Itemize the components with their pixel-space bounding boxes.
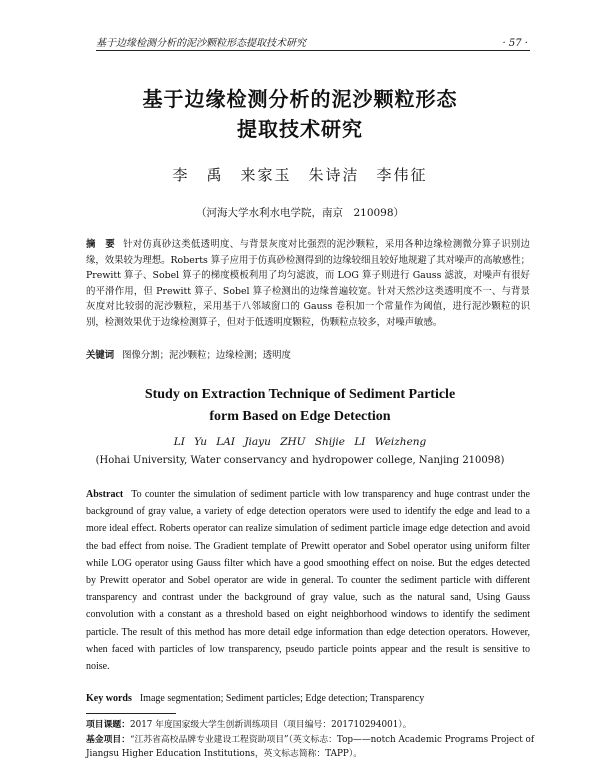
footnote-fund-label: 基金项目： — [86, 734, 130, 745]
affiliation-english: (Hohai University, Water conservancy and hydropower college, Nanjing 210098) — [95, 455, 505, 466]
title-chinese — [0, 84, 600, 144]
title-english-line2: form Based on Edge Detection — [209, 409, 391, 424]
header-rule — [96, 50, 530, 51]
title-chinese-line2: 提取技术研究 — [237, 117, 363, 141]
footnote-rule — [86, 713, 176, 714]
footnote-fund-text: “江苏省高校品牌专业建设工程资助项目”（英文标志：Top——notch Academic Programs Project of Jiangsu Higher Education Institutions，英文标志简称：TAPP）。 — [86, 734, 535, 759]
authors-chinese: 李 禹 来家玉 朱诗洁 李伟征 — [172, 166, 428, 184]
footnote-project-label: 项目课题： — [86, 720, 130, 730]
page-number: · 57 · — [502, 38, 528, 49]
abstract-english-label: Abstract — [86, 489, 124, 500]
abstract-english — [86, 486, 530, 675]
running-header — [96, 34, 528, 49]
title-english — [0, 384, 600, 428]
abstract-chinese-label: 摘 要 — [86, 239, 116, 250]
footnote-project-text: 2017 年度国家级大学生创新训练项目（项目编号：201710294001）。 — [130, 720, 412, 730]
title-chinese-line1: 基于边缘检测分析的泥沙颗粒形态 — [142, 87, 458, 111]
keywords-chinese — [86, 348, 530, 363]
keywords-english — [86, 692, 530, 706]
keywords-chinese-text: 图像分割；泥沙颗粒；边缘检测；透明度 — [122, 350, 291, 361]
footnote-fund — [86, 733, 536, 762]
abstract-english-text: To counter the simulation of sediment particle with low transparency and huge contrast under the background of gray value, a variety of edge detection operators were used to identify the edge and lead to a more ideal effect. Roberts operator can realize simulation of sediment particle image edge detection and avoid the bad effect from noise. The Gradient template of Prewitt operator and Sobel operator using uniform filter while LOG operator using Gauss filter which have a good smoothing effect on noise. But the edges detected by Prewitt operator and Sobel operator are wide in general. To counter the sediment particle with different transparency and contrast under the background of gray value, such as the natural sand, Using Gauss convolution with a constant as a threshold based on eight neighborhood windows to identify the sediment particle. The result of this method has more detail edge information than edge detection operators. However, when faced with particles of low transparency, pseudo particle points appear and the result is sensitive to noise. — [86, 489, 530, 673]
affiliation-chinese: （河海大学水利水电学院，南京 210098） — [195, 207, 405, 219]
keywords-chinese-label: 关键词 — [86, 350, 115, 361]
abstract-chinese-text: 针对仿真砂这类低透明度、与背景灰度对比强烈的泥沙颗粒，采用各种边缘检测微分算子识别边缘，效果较为理想。Roberts 算子应用于仿真砂检测得到的边缘较细且较好地规避了其对噪声的高敏感性；Prewitt 算子、Sobel 算子的梯度模板利用了均匀滤波，而 LOG 算子则进行 Gauss 滤波，对噪声有很好的平滑作用，但 Prewitt 算子、Sobel 算子检测出的边缘普遍较宽。针对天然沙这类透明度不一、与背景灰度对比较弱的泥沙颗粒，采用基于八邻域窗口的 Gauss 卷积加一个常量作为阈值，进行泥沙颗粒的识别，检测效果优于边缘检测算子，但对于低透明度颗粒，伪颗粒点较多，对噪声敏感。 — [86, 239, 530, 328]
title-english-line1: Study on Extraction Technique of Sediment Particle — [144, 387, 456, 402]
authors-english: LI Yu LAI Jiayu ZHU Shijie LI Weizheng — [173, 436, 427, 448]
keywords-english-label: Key words — [86, 693, 132, 704]
footnote-project — [86, 718, 536, 733]
running-title: 基于边缘检测分析的泥沙颗粒形态提取技术研究 — [96, 38, 306, 49]
footnotes — [86, 718, 536, 762]
abstract-chinese — [86, 237, 530, 331]
keywords-english-text: Image segmentation; Sediment particles; Edge detection; Transparency — [139, 693, 425, 704]
